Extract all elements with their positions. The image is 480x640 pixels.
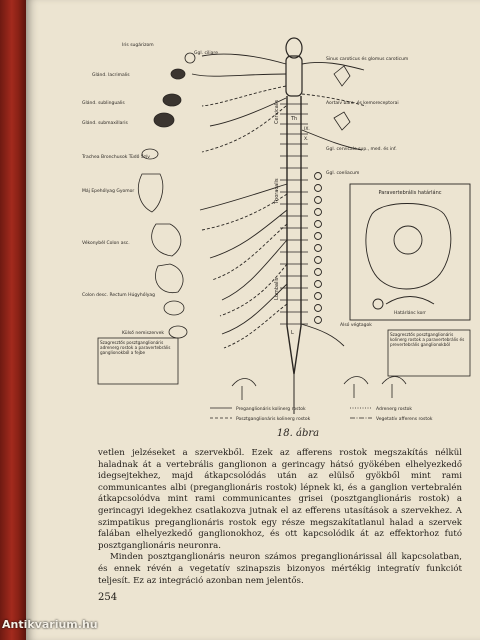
paragraph-1: vetlen jelzéseket a szervekből. Ezek az afferens rostok megszakítás nélkül haladnak át a vertebrális ganglionon a gerincagy hátsó gyökében elhelyezkedő idegsejtekhez, majd átkapcsolódás után az elülső gyökből mint rami communicantes albi (preganglionáris rostok) lépnek ki, és a ganglion vertebralén átkapcsolódva mint rami communicantes grisei (posztganglionáris rostok) a gerincagyi idegekhez csatlakozva jutnak el az efferens utasítások a szervekhez. A szimpatikus preganglionáris rostok egy része megszakítatlanul halad a szervek falában elhelyezkedő ganglionokhoz, és ott kapcsolódik át az effektorhoz futó posztganglionáris neuronra. <box>98 448 462 551</box>
label-thoracalis: Thoracalis <box>274 178 280 204</box>
figure-drawing <box>82 34 472 426</box>
autonomic-nervous-system-figure <box>82 34 472 426</box>
page-number: 254 <box>98 592 118 603</box>
segment-l: L <box>291 330 294 336</box>
right-note-text: Szagresztős posztganglionáris kolinerg rostok a paravertebrális és prevertebrális ganglionokból <box>390 332 465 347</box>
book-cover-edge <box>0 0 26 640</box>
sympathetic-chain <box>315 173 322 324</box>
spinal-cord <box>286 38 302 414</box>
legend-adrenergic: Adrenerg rostok <box>376 407 413 412</box>
segment-x: X. <box>304 137 309 142</box>
label-organ-2: Máj Epehólyag Gyomor <box>82 189 135 194</box>
body-text <box>98 448 462 587</box>
left-note <box>100 340 176 382</box>
watermark: Antikvarium.hu <box>2 618 98 631</box>
legend-postganglionic: Posztganglionáris kolinerg rostok <box>236 417 311 422</box>
label-right-mid-1: Ggl. cervicale sup., med. és inf. <box>326 147 397 152</box>
label-organ-5: Külső nemiszervek <box>122 331 164 336</box>
legend-preganglionic: Preganglionáris kolinerg rostok <box>236 407 306 412</box>
label-right-top-2: Aortaív baro- és kemoreceptorai <box>326 101 399 106</box>
segment-th: Th <box>291 116 298 122</box>
figure-caption: 18. ábra <box>276 428 320 439</box>
label-organ-4: Colon desc. Rectum Húgyhólyag <box>82 293 155 298</box>
label-left-top-2: Ggl. ciliare <box>194 51 218 56</box>
label-right-mid-2: Ggl. coeliacum <box>326 171 360 176</box>
inset-cross-section <box>350 184 470 320</box>
inset-bottom-label: Határlánc korr <box>393 311 427 316</box>
label-lower-limb: Alsó végtagok <box>340 323 372 328</box>
inset-title: Paravertebrális határlánc <box>378 190 442 196</box>
right-note <box>390 332 468 374</box>
label-organ-1: Trachea Bronchusok Tüdő Szív <box>82 155 150 160</box>
paragraph-2: Minden posztganglionáris neuron számos preganglionárissal áll kapcsolatban, és ennek révén a vegetatív szinapszis bizonyos mértékig integratív funkciót teljesít. Ez az integráció azonban nem jelentős. <box>98 552 462 586</box>
label-cervicalis: Cervicalis <box>274 99 280 124</box>
label-right-top-1: Sinus caroticus és glomus caroticum <box>326 57 409 62</box>
label-gland-2: Glánd. sublingualis <box>82 101 125 106</box>
label-gland-3: Glánd. submaxillaris <box>82 121 128 126</box>
label-gland-1: Glánd. lacrimalis <box>92 73 130 78</box>
label-left-top-1: Iris sugárizom <box>122 43 154 48</box>
label-organ-3: Vékonybél Colon asc. <box>82 241 130 246</box>
label-lumbalis: Lumbalis <box>274 277 280 300</box>
segment-ix: IX. <box>304 127 310 132</box>
left-note-text: Szagresztős posztganglionáris adrenerg rostok a paravertebrális ganglionokból a fejbe <box>100 340 171 355</box>
legend-afferent: Vegetatív afferens rostok <box>376 417 433 422</box>
